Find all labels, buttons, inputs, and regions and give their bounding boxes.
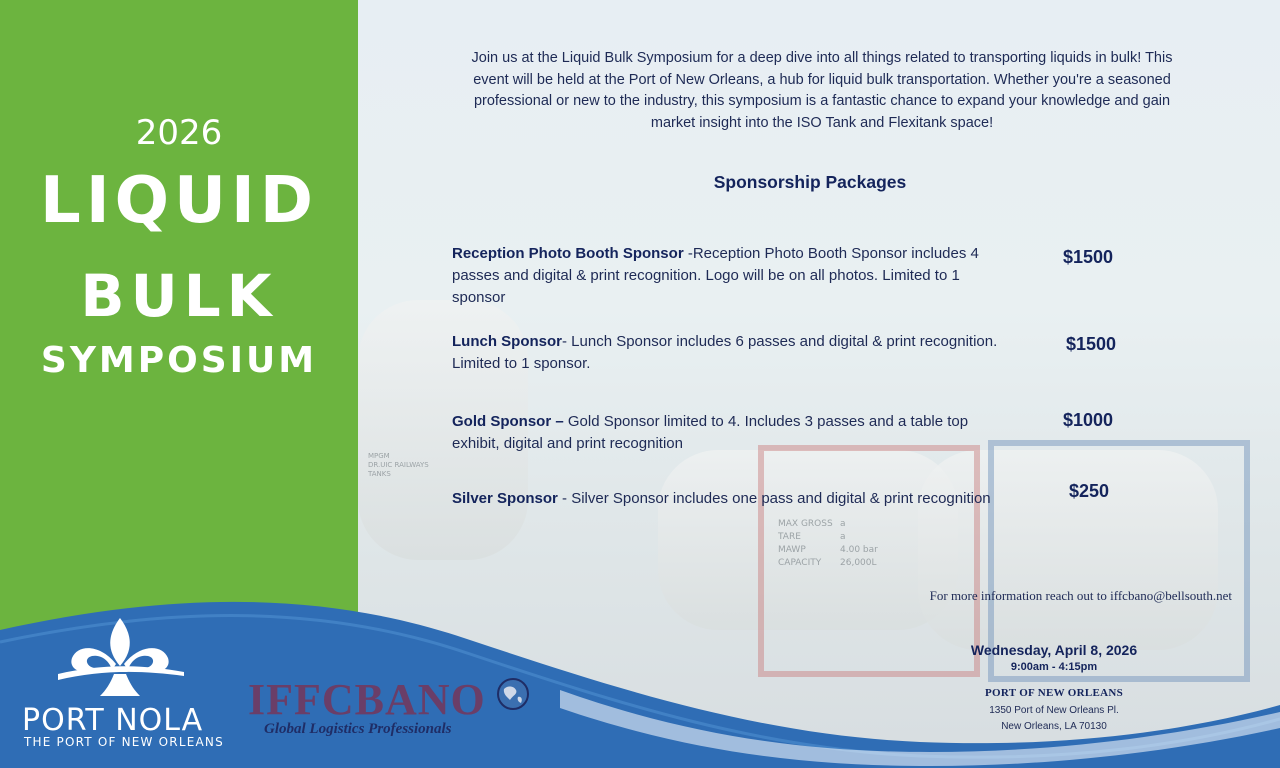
event-venue: PORT OF NEW ORLEANS — [984, 687, 1124, 699]
package-price: $1500 — [1066, 334, 1117, 354]
port-nola-logo-text: PORT NOLA — [22, 703, 204, 738]
event-time: 9:00am - 4:15pm — [1010, 661, 1098, 673]
package-description: Silver Sponsor includes one pass and digital & print recognition — [571, 490, 991, 507]
event-date: Wednesday, April 8, 2026 — [970, 642, 1138, 658]
package-reception: Reception Photo Booth Sponsor -Reception Photo Booth Sponsor includes 4 passes and digital & print recognition. Logo will be on all photos. Limited to 1 sponsor — [452, 245, 979, 306]
package-name: Reception Photo Booth Sponsor — [452, 245, 684, 262]
intro-paragraph: Join us at the Liquid Bulk Symposium for a deep dive into all things related to transporting liquids in bulk! This event will be held at the Port of New Orleans, a hub for liquid bulk transportation. Whether you're a seasoned professional or new to the industry, this symposium is a fantastic chance to expand your knowledge and gain market insight into the ISO Tank and Flexitank space! — [471, 50, 1173, 131]
tank-side-text: MPGM DR.UIC RAILWAYS TANKS — [368, 452, 429, 478]
package-price: $1500 — [1063, 247, 1114, 267]
fleur-stem — [100, 674, 140, 696]
package-price: $250 — [1069, 481, 1110, 501]
package-description: Gold Sponsor limited to 4. Includes 3 passes and a table top exhibit, digital and print recognition — [452, 413, 969, 452]
package-name: Lunch Sponsor — [452, 333, 562, 350]
event-address-line1: 1350 Port of New Orleans Pl. — [989, 705, 1119, 716]
package-name: Gold Sponsor – — [452, 413, 564, 430]
fleur-petal-center — [110, 618, 130, 666]
package-name: Silver Sponsor — [452, 490, 558, 507]
fleur-de-lis-icon — [50, 614, 190, 700]
package-silver: Silver Sponsor - Silver Sponsor includes one pass and digital & print recognition — [452, 490, 991, 507]
port-nola-tagline: THE PORT OF NEW ORLEANS — [24, 735, 224, 749]
tank-plate-text: MAX GROSS TARE MAWP CAPACITY — [778, 519, 833, 568]
event-address-line2: New Orleans, LA 70130 — [1001, 721, 1107, 732]
packages-heading: Sponsorship Packages — [713, 172, 907, 192]
tank-plate-values: a a 4.00 bar 26,000L — [840, 519, 878, 568]
title-symposium: SYMPOSIUM — [40, 340, 318, 381]
title-liquid: LIQUID — [40, 164, 318, 238]
iffcbano-logo-text: IFFCBANO — [248, 675, 486, 724]
title-bulk: BULK — [80, 262, 278, 330]
event-year: 2026 — [135, 113, 223, 153]
package-price: $1000 — [1063, 410, 1114, 430]
contact-info: For more information reach out to iffcbano@bellsouth.net — [929, 588, 1232, 603]
package-lunch: Lunch Sponsor- Lunch Sponsor includes 6 passes and digital & print recognition. Limited to 1 sponsor. — [452, 333, 998, 372]
package-description: Reception Photo Booth Sponsor includes 4 passes and digital & print recognition. Logo will be on all photos. Limited to 1 sponsor — [452, 245, 979, 306]
iffcbano-tagline: Global Logistics Professionals — [264, 721, 452, 737]
globe-icon — [496, 677, 530, 711]
package-description: Lunch Sponsor includes 6 passes and digital & print recognition. Limited to 1 sponsor. — [452, 333, 998, 372]
